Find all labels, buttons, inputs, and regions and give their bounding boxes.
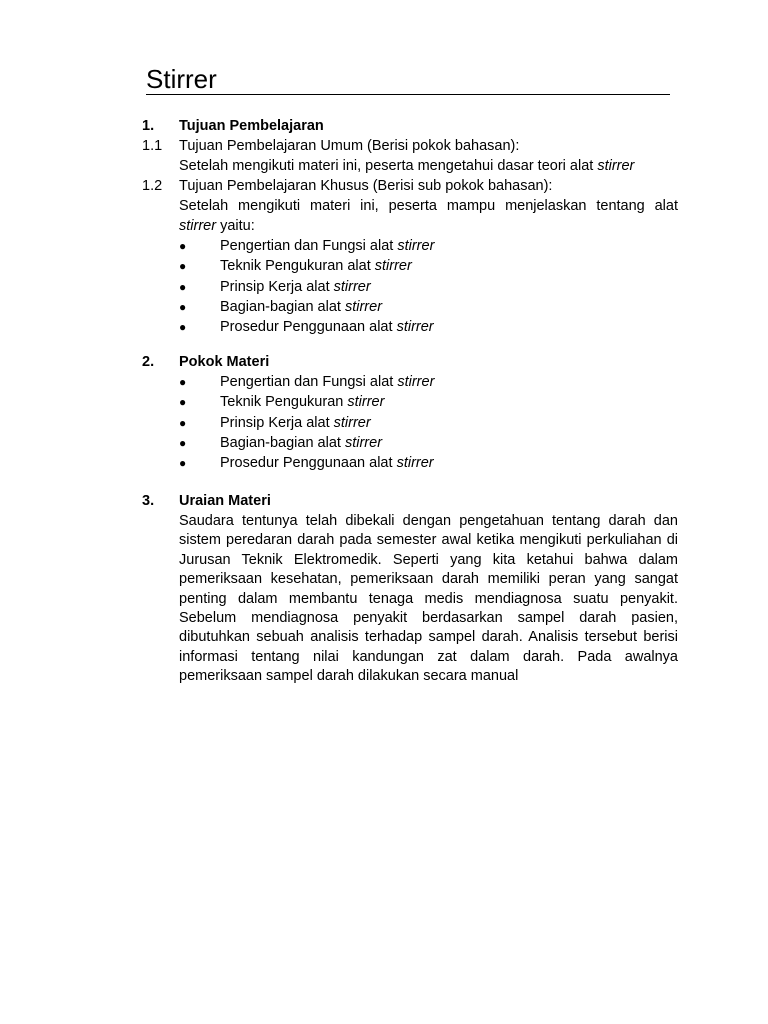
list-item [0,256,768,276]
list-item-text [220,277,371,297]
list-item-text [220,317,434,337]
list-item-text [220,236,434,256]
bullet-icon: ● [179,299,187,314]
subsection-1-1-header [0,136,768,156]
italic-term: stirrer [396,319,434,336]
subsection-1-1-text [0,156,768,176]
section-heading: Uraian Materi [179,493,271,509]
bullet-icon: ● [179,415,187,430]
text-prefix: Prosedur Penggunaan alat [220,319,397,336]
list-item [0,392,768,412]
section-number: 1. [142,118,155,134]
italic-term: stirrer [347,394,385,411]
list-item [0,277,768,297]
italic-term: stirrer [344,434,383,451]
text-prefix: Pengertian dan Fungsi alat [220,374,398,390]
text-prefix: Teknik Pengukuran alat [220,258,375,275]
italic-term: stirrer [397,238,435,254]
page-title: Stirrer [146,64,670,95]
bullet-icon: ● [179,320,187,335]
italic-term: stirrer [597,158,635,174]
section-heading: Tujuan Pembelajaran [179,118,324,134]
section-3 [0,491,768,685]
list-item [0,453,768,473]
bullet-list [0,236,768,337]
subsection-number: 1.2 [142,178,163,194]
section-heading: Pokok Materi [179,354,270,370]
subsection-1-2-text-line2 [0,216,768,236]
text-prefix: Bagian-bagian alat [220,434,345,451]
text-prefix: Prosedur Penggunaan alat [220,455,397,472]
italic-term: stirrer [396,455,434,472]
section-1 [0,116,768,337]
italic-term: stirrer [344,298,383,315]
list-item-text [220,297,382,317]
list-item [0,433,768,453]
list-item [0,372,768,392]
text-prefix: Pengertian dan Fungsi alat [220,238,398,254]
section-paragraph: Saudara tentunya telah dibekali dengan pengetahuan tentang darah dan sistem peredaran darah pada semester awal ketika mengikuti perkuliahan di Jurusan Teknik Elektromedik. Seperti yang kita ketahui bahwa dalam pemeriksaan kesehatan, pemeriksaan darah memiliki peran yang sangat penting dalam membantu tenaga medis mendiagnosa suatu penyakit. Sebelum mendiagnosa penyakit berdasarkan sampel darah pasien, dibutuhkan sebuah analisis terhadap sampel darah. Analisis tersebut berisi informasi tentang nilai kandungan zat dalam darah. Pada awalnya pemeriksaan sampel darah dilakukan secara manual [179,513,678,685]
list-item [0,236,768,256]
italic-term: stirrer [179,218,217,234]
list-item-text [220,256,412,276]
section-3-header [0,491,768,511]
subsection-number: 1.1 [142,138,163,154]
text-prefix: Prinsip Kerja alat [220,414,334,431]
section-number: 3. [142,493,155,509]
section-1-header [0,116,768,136]
bullet-icon: ● [179,239,187,253]
italic-term: stirrer [333,414,371,431]
bullet-icon: ● [179,259,187,274]
text-prefix: Bagian-bagian alat [220,298,345,315]
section-2-header [0,352,768,372]
section-2 [0,352,768,473]
list-item [0,317,768,337]
bullet-icon: ● [179,279,187,294]
list-item-text [220,392,384,412]
bullet-icon: ● [179,435,187,450]
text-prefix: Teknik Pengukuran [220,394,348,411]
text-line: Setelah mengikuti materi ini, peserta mampu menjelaskan tentang alat [179,198,678,214]
italic-term: stirrer [374,258,412,275]
subsection-heading: Tujuan Pembelajaran Khusus (Berisi sub pokok bahasan): [179,178,553,194]
text-prefix: Prinsip Kerja alat [220,278,334,295]
italic-term: stirrer [333,278,371,295]
italic-term: stirrer [397,374,435,390]
list-item-text [220,433,382,453]
list-item-text [220,453,434,473]
section-number: 2. [142,354,155,370]
list-item [0,297,768,317]
text-rest: yaitu: [216,218,255,234]
subsection-heading: Tujuan Pembelajaran Umum (Berisi pokok bahasan): [179,138,520,154]
bullet-list [0,372,768,473]
subsection-1-2-header [0,176,768,196]
bullet-icon: ● [179,456,187,471]
list-item-text [220,372,434,392]
bullet-icon: ● [179,395,187,410]
subsection-1-2-text-line1 [0,196,768,216]
text-prefix: Setelah mengikuti materi ini, peserta mengetahui dasar teori alat [179,158,598,174]
list-item-text [220,413,371,433]
list-item [0,413,768,433]
bullet-icon: ● [179,375,187,389]
